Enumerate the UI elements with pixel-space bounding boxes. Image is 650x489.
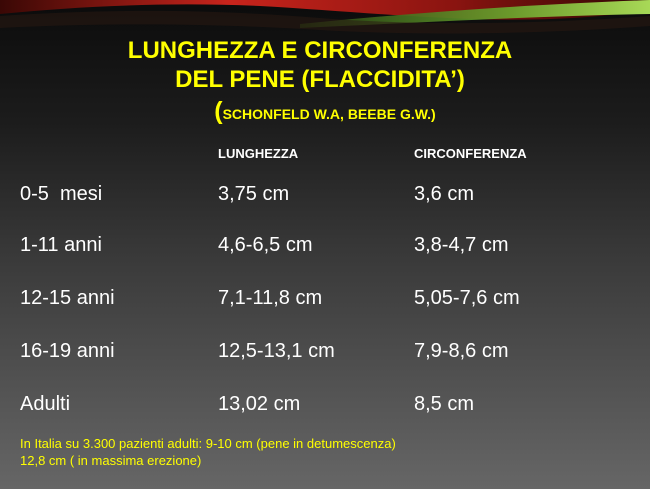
- row-4-lunghezza: 13,02 cm: [218, 393, 301, 415]
- row-4-circonferenza: 8,5 cm: [414, 393, 475, 415]
- row-2-lunghezza: 7,1-11,8 cm: [218, 287, 323, 309]
- row-0-lunghezza: 3,75 cm: [218, 183, 290, 205]
- row-4-age: Adulti: [20, 393, 71, 415]
- row-0-age: 0-5 mesi: [20, 183, 103, 205]
- column-header-circonferenza: CIRCONFERENZA: [414, 146, 527, 161]
- row-2-age: 12-15 anni: [20, 287, 115, 309]
- slide-title-line-1: LUNGHEZZA E CIRCONFERENZA: [127, 37, 513, 64]
- row-3-circonferenza: 7,9-8,6 cm: [414, 340, 509, 362]
- row-3-lunghezza: 12,5-13,1 cm: [218, 340, 335, 362]
- row-3-age: 16-19 anni: [20, 340, 115, 362]
- row-1-age: 1-11 anni: [20, 234, 102, 256]
- column-header-lunghezza: LUNGHEZZA: [218, 146, 299, 161]
- subtitle-citation: SCHONFELD W.A, BEEBE G.W.): [222, 106, 436, 122]
- row-1-circonferenza: 3,8-4,7 cm: [414, 234, 509, 256]
- slide-subtitle: [0, 96, 650, 130]
- row-0-circonferenza: 3,6 cm: [414, 183, 475, 205]
- slide-title-line-2: DEL PENE (FLACCIDITA’): [175, 66, 465, 93]
- footnote-line-1: In Italia su 3.300 pazienti adulti: 9-10 cm (pene in detumescenza): [20, 436, 396, 451]
- row-1-lunghezza: 4,6-6,5 cm: [218, 234, 313, 256]
- row-2-circonferenza: 5,05-7,6 cm: [414, 287, 520, 309]
- footnote-line-2: 12,8 cm ( in massima erezione): [20, 453, 202, 468]
- subtitle-open-paren: (: [214, 97, 223, 125]
